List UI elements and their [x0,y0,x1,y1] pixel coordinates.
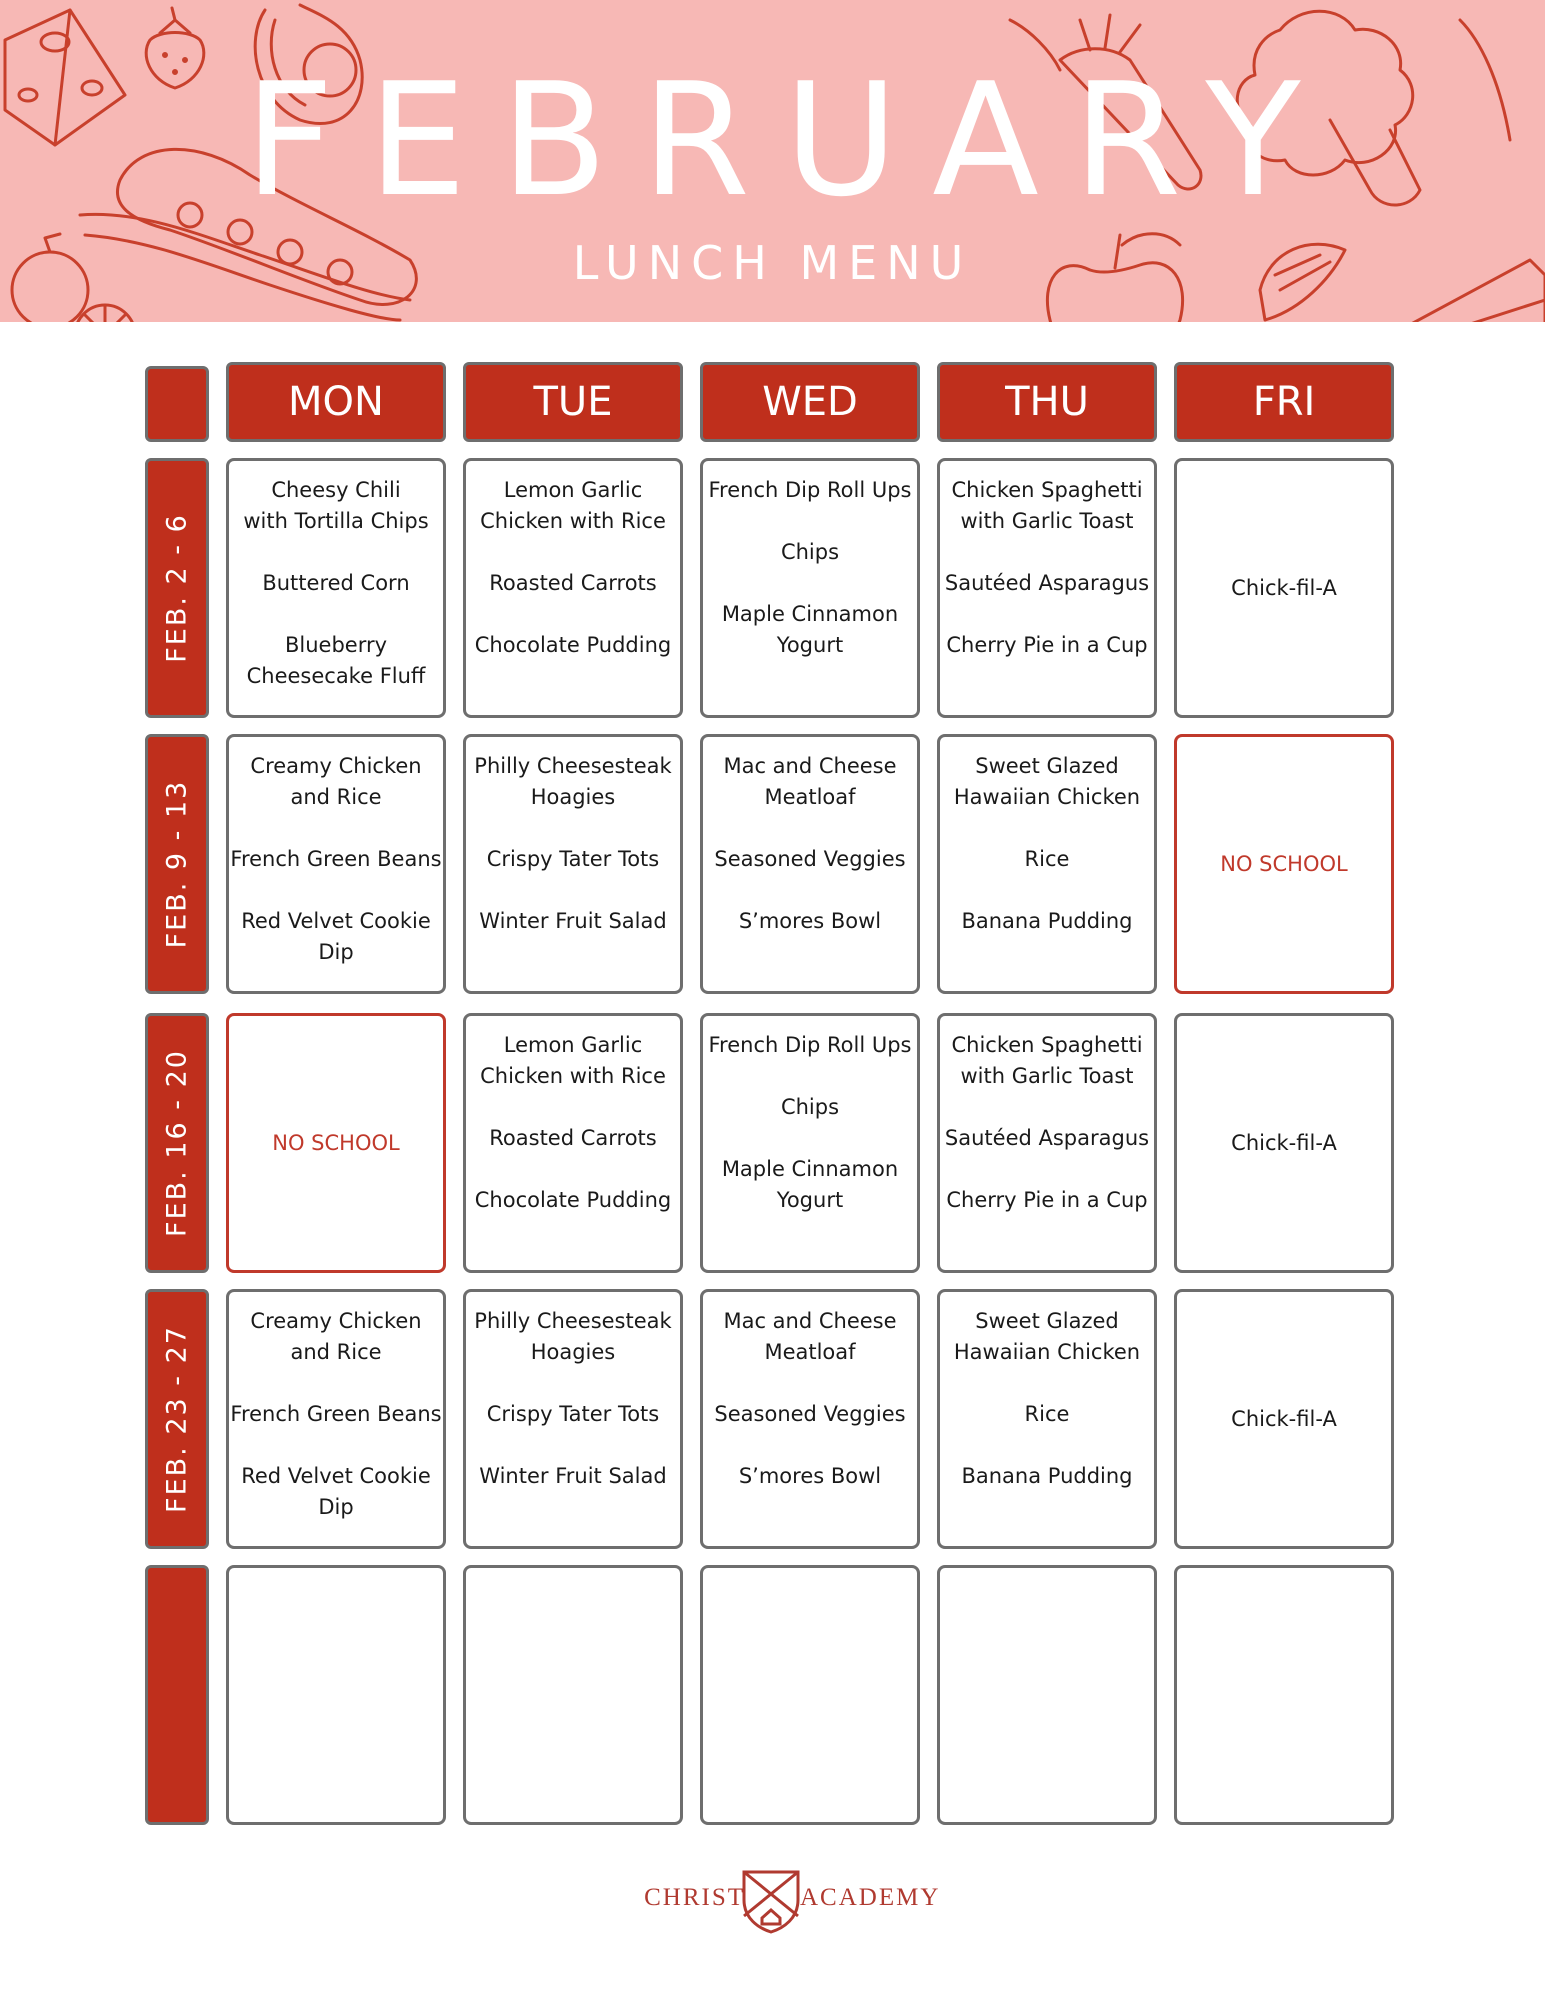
menu-line: and Rice [290,1340,382,1364]
header-banner [0,0,1545,322]
menu-cell-mon [226,1289,446,1549]
menu-cell-thu [937,1013,1157,1273]
menu-line: Creamy Chicken [250,754,422,778]
menu-line: Yogurt [776,1188,844,1212]
menu-cell-tue [463,1565,683,1825]
menu-cell-wed [700,1289,920,1549]
menu-line: Yogurt [776,633,844,657]
no-school-label: NO SCHOOL [1220,851,1348,876]
menu-line: Seasoned Veggies [714,1402,906,1426]
menu-line [703,1061,917,1092]
menu-line: Chocolate Pudding [474,1188,672,1212]
menu-line: Cheesy Chili [271,478,401,502]
menu-line: Buttered Corn [262,571,410,595]
menu-cell-mon [226,734,446,994]
menu-line: Seasoned Veggies [714,847,906,871]
footer-logo [0,1862,1545,1932]
menu-line: Mac and Cheese [723,1309,897,1333]
menu-line: Cherry Pie in a Cup [946,633,1148,657]
menu-line: Lemon Garlic [503,478,643,502]
menu-line: Maple Cinnamon [721,1157,899,1181]
menu-line: Maple Cinnamon [721,602,899,626]
menu-line [703,875,917,906]
menu-line [940,813,1154,844]
menu-line [940,599,1154,630]
menu-line: with Tortilla Chips [243,509,429,533]
menu-cell-thu [937,1565,1157,1825]
menu-item: Chick-fil-A [1231,1130,1337,1155]
day-header-mon: MON [226,362,446,442]
menu-line: Roasted Carrots [489,1126,657,1150]
menu-line: Meatloaf [764,1340,856,1364]
week-label: FEB. 23 - 27 [161,1325,193,1513]
menu-cell-wed [700,458,920,718]
menu-line: Rice [1024,1402,1070,1426]
menu-line: Sautéed Asparagus [944,1126,1150,1150]
menu-line [703,1368,917,1399]
menu-line [229,1368,443,1399]
menu-line: Chips [780,540,840,564]
menu-line: Sweet Glazed [975,754,1119,778]
menu-line: Meatloaf [764,785,856,809]
menu-line: Banana Pudding [961,909,1133,933]
menu-cell-wed [700,734,920,994]
menu-line: Roasted Carrots [489,571,657,595]
menu-item: Chick-fil-A [1231,1406,1337,1431]
menu-line: Red Velvet Cookie [241,909,431,933]
menu-line: Sautéed Asparagus [944,571,1150,595]
logo-text-left: CHRIST [644,1884,745,1911]
week-label: FEB. 16 - 20 [161,1049,193,1237]
menu-line: Hawaiian Chicken [953,1340,1141,1364]
menu-line: with Garlic Toast [960,509,1134,533]
menu-line [703,506,917,537]
menu-line [703,568,917,599]
menu-line [703,1123,917,1154]
week-label: FEB. 2 - 6 [161,513,193,663]
week-label-tab [145,734,209,994]
menu-line [466,875,680,906]
menu-line: Philly Cheesesteak [474,1309,672,1333]
menu-line: Mac and Cheese [723,754,897,778]
menu-line: Cheesecake Fluff [246,664,426,688]
page-title: FEBRUARY [244,49,1335,231]
menu-line: Lemon Garlic [503,1033,643,1057]
menu-line: Hoagies [530,1340,616,1364]
menu-line: Chicken Spaghetti [951,478,1143,502]
menu-line [466,1430,680,1461]
menu-line: Sweet Glazed [975,1309,1119,1333]
menu-line [940,1154,1154,1185]
menu-line: Crispy Tater Tots [486,847,660,871]
week-label-tab [145,458,209,718]
day-header-tue: TUE [463,362,683,442]
menu-cell-fri [1174,458,1394,718]
menu-line: Dip [318,940,354,964]
menu-line: S’mores Bowl [738,909,882,933]
menu-line: French Dip Roll Ups [708,478,912,502]
menu-cell-fri [1174,1289,1394,1549]
no-school-cell-mon [226,1013,446,1273]
menu-line: Philly Cheesesteak [474,754,672,778]
day-header-fri: FRI [1174,362,1394,442]
menu-line: S’mores Bowl [738,1464,882,1488]
menu-cell-thu [937,734,1157,994]
day-header-thu: THU [937,362,1157,442]
menu-line: Winter Fruit Salad [479,1464,667,1488]
menu-line [229,875,443,906]
menu-line [466,1092,680,1123]
logo-text-right: ACADEMY [800,1884,941,1911]
menu-line: Dip [318,1495,354,1519]
menu-line: French Dip Roll Ups [708,1033,912,1057]
no-school-cell-fri [1174,734,1394,994]
week-label: FEB. 9 - 13 [161,779,193,949]
week-label-tab [145,1565,209,1825]
menu-cell-tue [463,458,683,718]
menu-line [229,813,443,844]
day-header-wed: WED [700,362,920,442]
page-subtitle: LUNCH MENU [572,236,973,290]
menu-line: Winter Fruit Salad [479,909,667,933]
menu-cell-fri [1174,1565,1394,1825]
menu-cell-wed [700,1013,920,1273]
menu-line [466,1368,680,1399]
menu-line: Chicken with Rice [480,1064,666,1088]
menu-line [940,1092,1154,1123]
menu-line: and Rice [290,785,382,809]
menu-line [466,813,680,844]
menu-line: Blueberry [284,633,388,657]
menu-item: Chick-fil-A [1231,575,1337,600]
menu-cell-tue [463,1013,683,1273]
menu-line: Rice [1024,847,1070,871]
menu-cell-fri [1174,1013,1394,1273]
menu-line: Red Velvet Cookie [241,1464,431,1488]
menu-line: Hoagies [530,785,616,809]
week-label-tab [145,1289,209,1549]
menu-line: Crispy Tater Tots [486,1402,660,1426]
week-label-tab [145,1013,209,1273]
menu-cell-mon [226,1565,446,1825]
menu-line [703,813,917,844]
menu-line: French Green Beans [230,1402,442,1426]
menu-line [466,599,680,630]
menu-cell-thu [937,458,1157,718]
grid-corner-tab [145,366,209,442]
menu-line [466,537,680,568]
menu-line [703,1430,917,1461]
menu-line: French Green Beans [230,847,442,871]
no-school-label: NO SCHOOL [272,1130,400,1155]
menu-cell-wed [700,1565,920,1825]
menu-line: Banana Pudding [961,1464,1133,1488]
menu-line [940,875,1154,906]
menu-line [940,1368,1154,1399]
menu-line [229,537,443,568]
menu-cell-mon [226,458,446,718]
menu-cell-tue [463,1289,683,1549]
menu-line [229,599,443,630]
menu-line: Chicken Spaghetti [951,1033,1143,1057]
menu-line: Chicken with Rice [480,509,666,533]
shield-crest-icon [738,1866,804,1934]
menu-line: Creamy Chicken [250,1309,422,1333]
menu-cell-tue [463,734,683,994]
menu-line: Chocolate Pudding [474,633,672,657]
menu-cell-thu [937,1289,1157,1549]
menu-line: Cherry Pie in a Cup [946,1188,1148,1212]
menu-line [940,1430,1154,1461]
menu-line: Hawaiian Chicken [953,785,1141,809]
menu-line [466,1154,680,1185]
menu-line [940,537,1154,568]
menu-line [229,1430,443,1461]
menu-line: Chips [780,1095,840,1119]
menu-line: with Garlic Toast [960,1064,1134,1088]
